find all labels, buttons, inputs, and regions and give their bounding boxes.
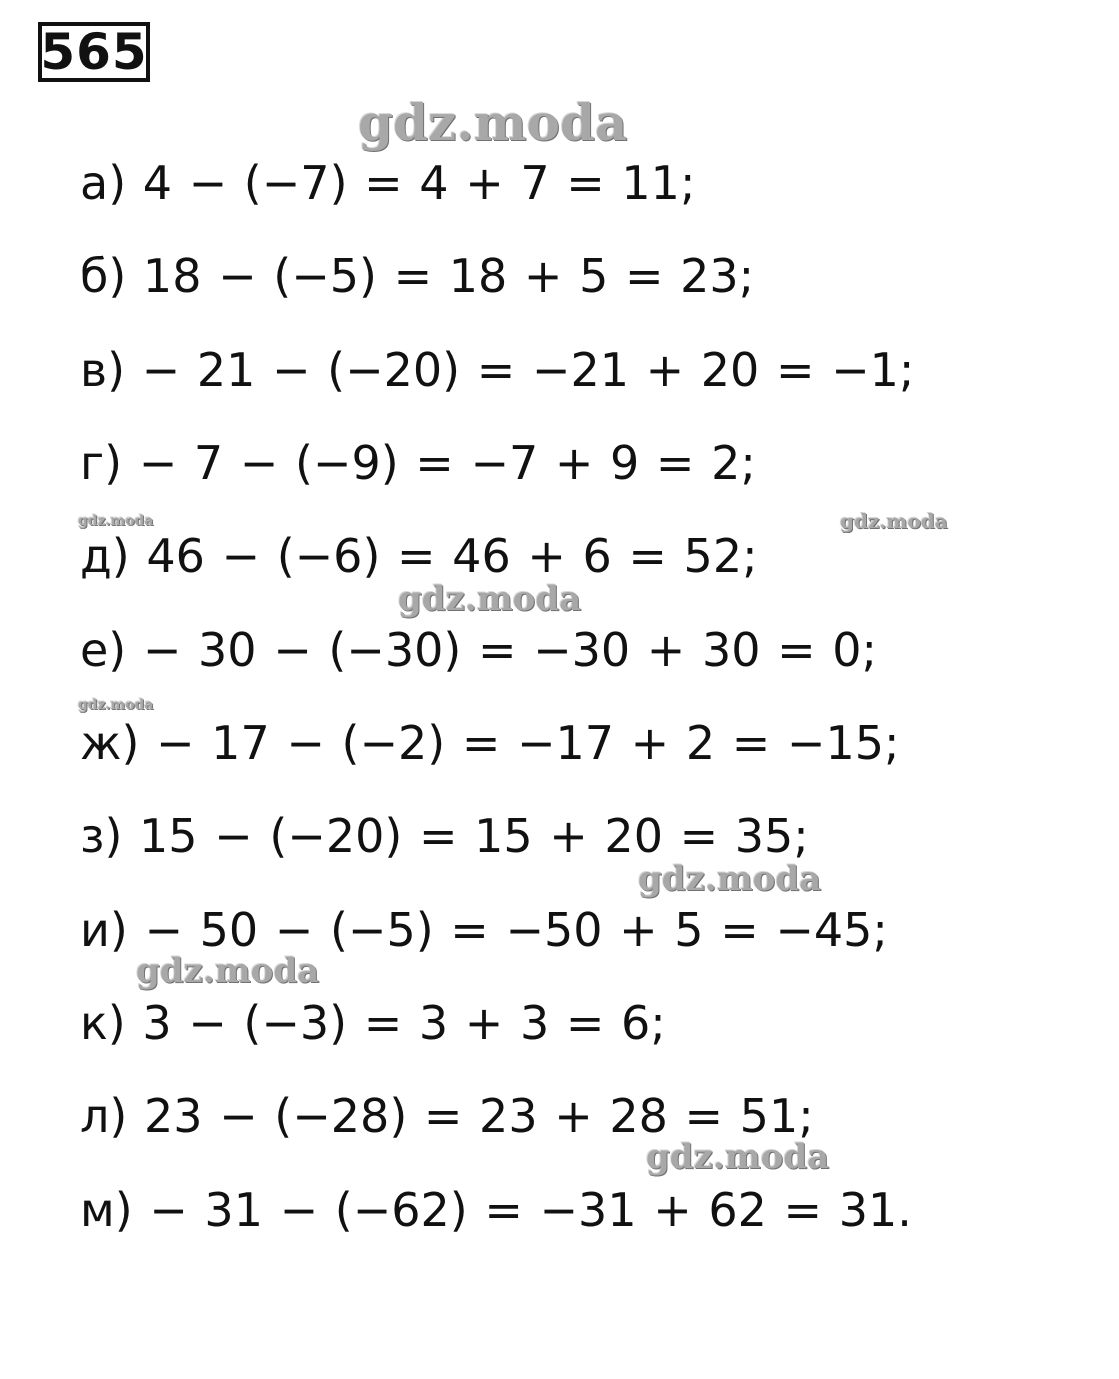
watermark: gdz.moda xyxy=(358,93,628,152)
solution-line-zh: ж) − 17 − (−2) = −17 + 2 = −15; xyxy=(80,716,900,770)
solution-line-z: з) 15 − (−20) = 15 + 20 = 35; xyxy=(80,809,809,863)
solution-line-i: и) − 50 − (−5) = −50 + 5 = −45; xyxy=(80,903,888,957)
watermark: gdz.moda xyxy=(646,1137,830,1177)
solution-line-d: д) 46 − (−6) = 46 + 6 = 52; xyxy=(80,529,758,583)
watermark: gdz.moda xyxy=(78,513,154,529)
solution-line-a: а) 4 − (−7) = 4 + 7 = 11; xyxy=(80,156,696,210)
watermark: gdz.moda xyxy=(638,859,822,899)
solution-line-b: б) 18 − (−5) = 18 + 5 = 23; xyxy=(80,249,755,303)
solution-line-l: л) 23 − (−28) = 23 + 28 = 51; xyxy=(80,1089,814,1143)
solution-line-g: г) − 7 − (−9) = −7 + 9 = 2; xyxy=(80,436,756,490)
solution-line-m: м) − 31 − (−62) = −31 + 62 = 31. xyxy=(80,1183,912,1237)
problem-number: 565 xyxy=(38,22,150,82)
solution-line-v: в) − 21 − (−20) = −21 + 20 = −1; xyxy=(80,343,915,397)
solution-line-e: е) − 30 − (−30) = −30 + 30 = 0; xyxy=(80,623,878,677)
watermark: gdz.moda xyxy=(398,579,582,619)
watermark: gdz.moda xyxy=(136,951,320,991)
watermark: gdz.moda xyxy=(78,697,154,713)
watermark: gdz.moda xyxy=(840,509,948,533)
solution-line-k: к) 3 − (−3) = 3 + 3 = 6; xyxy=(80,996,666,1050)
